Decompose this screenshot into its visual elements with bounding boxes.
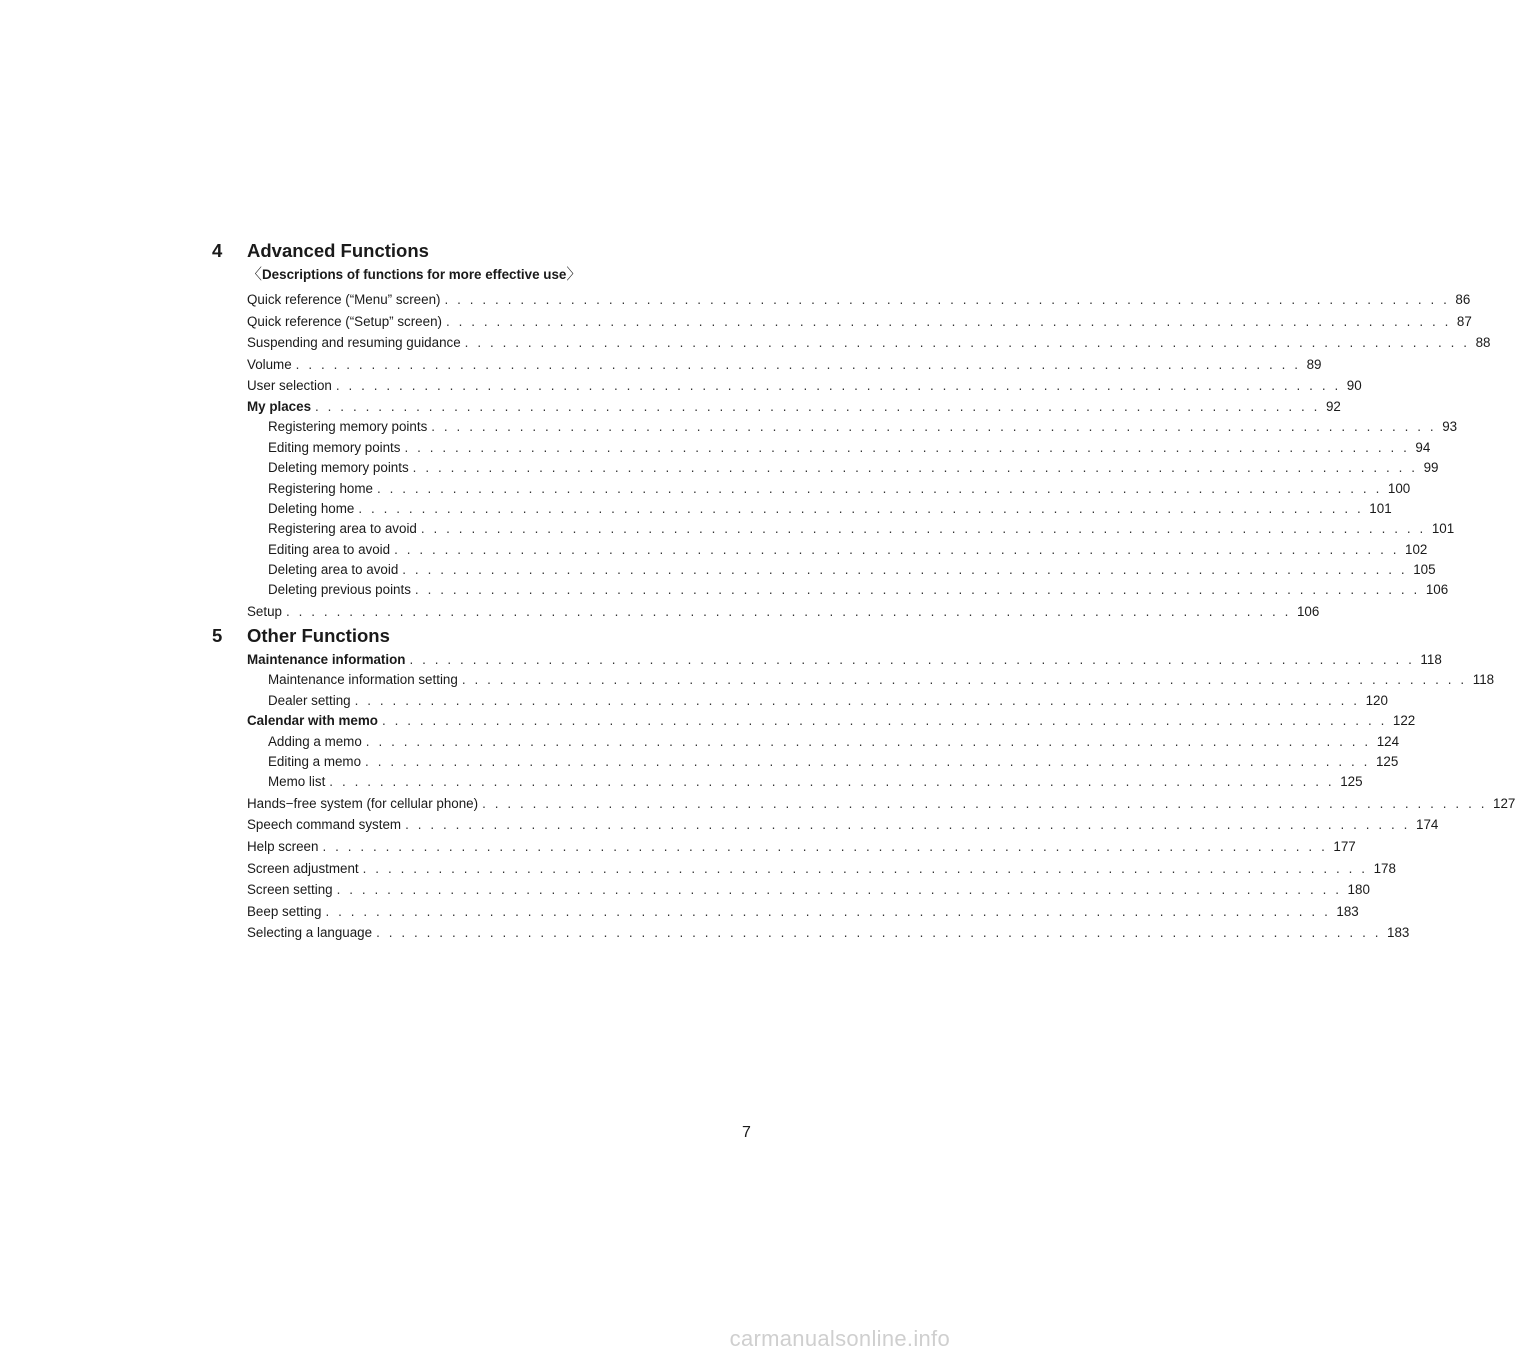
toc-leader-dots: . . . . . . . . . . . . . . . . . . . . . . . . . . . . . . . . . . . . . . . . . . . . . . . . . . . . . . . . . . . . . . . . . . . . . . . . . . . . . . . . [404, 439, 1410, 455]
toc-entry-label: Quick reference (“Menu” screen) [247, 292, 441, 307]
toc-leader-dots: . . . . . . . . . . . . . . . . . . . . . . . . . . . . . . . . . . . . . . . . . . . . . . . . . . . . . . . . . . . . . . . . . . . . . . . . . . . . . . . . [461, 672, 1467, 688]
toc-entry-label: Editing memory points [268, 439, 401, 455]
toc-entry-label: Memo list [268, 774, 326, 790]
toc-entry-page: 106 [1296, 603, 1320, 619]
toc-entry-label: Speech command system [247, 817, 402, 833]
toc-entry-label: User selection [247, 378, 332, 394]
toc-leader-dots: . . . . . . . . . . . . . . . . . . . . . . . . . . . . . . . . . . . . . . . . . . . . . . . . . . . . . . . . . . . . . . . . . . . . . . . . . . . . . . . . [376, 925, 1382, 941]
toc-entry-page: 86 [1455, 292, 1471, 307]
toc-entry-page: 180 [1347, 882, 1370, 898]
toc-leader-dots: . . . . . . . . . . . . . . . . . . . . . . . . . . . . . . . . . . . . . . . . . . . . . . . . . . . . . . . . . . . . . . . . . . . . . . . . . . . . . . . . [445, 313, 1451, 329]
toc-entry[interactable] [247, 540, 1428, 560]
toc-entry-page: 99 [1423, 460, 1439, 476]
toc-entry-label: Calendar with memo [247, 713, 378, 729]
toc-leader-dots: . . . . . . . . . . . . . . . . . . . . . . . . . . . . . . . . . . . . . . . . . . . . . . . . . . . . . . . . . . . . . . . . . . . . . . . . . . . . . . . . [335, 378, 1341, 394]
toc-entry[interactable] [247, 752, 1399, 772]
section-4-heading [212, 240, 429, 262]
toc-entry-page: 90 [1346, 378, 1362, 394]
toc-leader-dots: . . . . . . . . . . . . . . . . . . . . . . . . . . . . . . . . . . . . . . . . . . . . . . . . . . . . . . . . . . . . . . . . . . . . . . . . . . . . . . . . [414, 582, 1420, 598]
toc-entry-label: Registering memory points [268, 419, 428, 435]
toc-entry-label: Help screen [247, 838, 319, 854]
toc-leader-dots: . . . . . . . . . . . . . . . . . . . . . . . . . . . . . . . . . . . . . . . . . . . . . . . . . . . . . . . . . . . . . . . . . . . . . . . . . . . . . . . . [482, 795, 1488, 811]
toc-entry[interactable] [247, 519, 1455, 539]
toc-entry-page: 101 [1369, 500, 1392, 516]
toc-leader-dots: . . . . . . . . . . . . . . . . . . . . . . . . . . . . . . . . . . . . . . . . . . . . . . . . . . . . . . . . . . . . . . . . . . . . . . . . . . . . . . . . [405, 817, 1410, 833]
toc-entry[interactable] [247, 922, 1410, 944]
toc-entry-label: Adding a memo [268, 733, 362, 749]
toc-leader-dots: . . . . . . . . . . . . . . . . . . . . . . . . . . . . . . . . . . . . . . . . . . . . . . . . . . . . . . . . . . . . . . . . . . . . . . . . . . . . . . . . [286, 603, 1291, 619]
toc-entry[interactable] [247, 772, 1363, 792]
toc-entry-page: 89 [1306, 356, 1322, 372]
toc-leader-dots: . . . . . . . . . . . . . . . . . . . . . . . . . . . . . . . . . . . . . . . . . . . . . . . . . . . . . . . . . . . . . . . . . . . . . . . . . . . . . . . . [336, 882, 1342, 898]
toc-entry[interactable] [247, 580, 1449, 600]
toc-entry-page: 118 [1472, 672, 1495, 688]
toc-entry-label: Selecting a language [247, 925, 373, 941]
toc-entry-label: Editing a memo [268, 753, 362, 769]
section-5-heading [212, 625, 390, 647]
toc-entry-label: Registering home [268, 480, 373, 496]
toc-entry[interactable] [247, 560, 1436, 580]
toc-entry[interactable] [247, 793, 1515, 815]
toc-entry-page: 106 [1425, 582, 1449, 598]
toc-entry-label: Screen adjustment [247, 860, 359, 876]
toc-leader-dots: . . . . . . . . . . . . . . . . . . . . . . . . . . . . . . . . . . . . . . . . . . . . . . . . . . . . . . . . . . . . . . . . . . . . . . . . . . . . . . . . [295, 356, 1301, 372]
toc-entry[interactable] [247, 691, 1388, 711]
toc-entry-page: 93 [1442, 419, 1458, 435]
toc-entry[interactable] [247, 814, 1439, 836]
toc-leader-dots: . . . . . . . . . . . . . . . . . . . . . . . . . . . . . . . . . . . . . . . . . . . . . . . . . . . . . . . . . . . . . . . . . . . . . . . . . . . . . . . . [358, 500, 1364, 516]
toc-entry-page: 178 [1373, 860, 1396, 876]
toc-leader-dots: . . . . . . . . . . . . . . . . . . . . . . . . . . . . . . . . . . . . . . . . . . . . . . . . . . . . . . . . . . . . . . . . . . . . . . . . . . . . . . . . [402, 562, 1408, 578]
toc-leader-dots: . . . . . . . . . . . . . . . . . . . . . . . . . . . . . . . . . . . . . . . . . . . . . . . . . . . . . . . . . . . . . . . . . . . . . . . . . . . . . . . . [365, 753, 1370, 769]
toc-entry[interactable] [247, 397, 1341, 417]
toc-entry-label: Beep setting [247, 903, 322, 919]
toc-leader-dots: . . . . . . . . . . . . . . . . . . . . . . . . . . . . . . . . . . . . . . . . . . . . . . . . . . . . . . . . . . . . . . . . . . . . . . . . . . . . . . . . [354, 692, 1360, 708]
toc-entry-page: 177 [1333, 838, 1356, 854]
toc-entry[interactable] [247, 289, 1471, 311]
toc-entry-page: 88 [1475, 335, 1491, 351]
section-5-number: 5 [212, 625, 223, 646]
page-number: 7 [742, 1124, 751, 1141]
toc-entry-page: 94 [1415, 439, 1431, 455]
toc-entry-label: Deleting home [268, 500, 355, 516]
toc-entry[interactable] [247, 438, 1431, 458]
toc-entry[interactable] [247, 479, 1411, 499]
toc-entry[interactable] [247, 650, 1442, 670]
toc-leader-dots: . . . . . . . . . . . . . . . . . . . . . . . . . . . . . . . . . . . . . . . . . . . . . . . . . . . . . . . . . . . . . . . . . . . . . . . . . . . . . . . . [409, 652, 1415, 667]
toc-entry[interactable] [247, 836, 1356, 858]
toc-leader-dots: . . . . . . . . . . . . . . . . . . . . . . . . . . . . . . . . . . . . . . . . . . . . . . . . . . . . . . . . . . . . . . . . . . . . . . . . . . . . . . . . [412, 460, 1418, 476]
section-5-title: Other Functions [247, 625, 390, 646]
toc-entry-page: 105 [1413, 562, 1436, 578]
toc-leader-dots: . . . . . . . . . . . . . . . . . . . . . . . . . . . . . . . . . . . . . . . . . . . . . . . . . . . . . . . . . . . . . . . . . . . . . . . . . . . . . . . . [365, 733, 1371, 749]
toc-entry-label: Editing area to avoid [268, 541, 391, 557]
toc-entry[interactable] [247, 601, 1320, 623]
toc-entry-label: Registering area to avoid [268, 521, 417, 537]
toc-entry-label: Suspending and resuming guidance [247, 335, 461, 351]
toc-leader-dots: . . . . . . . . . . . . . . . . . . . . . . . . . . . . . . . . . . . . . . . . . . . . . . . . . . . . . . . . . . . . . . . . . . . . . . . . . . . . . . . . [431, 419, 1437, 435]
subtitle-text: Descriptions of functions for more effective use [262, 267, 567, 282]
toc-entry[interactable] [247, 711, 1416, 731]
toc-entry[interactable] [247, 332, 1491, 354]
toc-leader-dots: . . . . . . . . . . . . . . . . . . . . . . . . . . . . . . . . . . . . . . . . . . . . . . . . . . . . . . . . . . . . . . . . . . . . . . . . . . . . . . . . [315, 398, 1320, 414]
toc-leader-dots: . . . . . . . . . . . . . . . . . . . . . . . . . . . . . . . . . . . . . . . . . . . . . . . . . . . . . . . . . . . . . . . . . . . . . . . . . . . . . . . . [362, 860, 1368, 876]
toc-entry-label: Deleting previous points [268, 582, 411, 598]
toc-entry[interactable] [247, 732, 1400, 752]
toc-entry-page: 102 [1405, 541, 1428, 557]
toc-entry-label: Deleting memory points [268, 460, 409, 476]
section-4-title: Advanced Functions [247, 240, 429, 261]
toc-entry-label: Dealer setting [268, 692, 351, 708]
toc-leader-dots: . . . . . . . . . . . . . . . . . . . . . . . . . . . . . . . . . . . . . . . . . . . . . . . . . . . . . . . . . . . . . . . . . . . . . . . . . . . . . . . . [394, 541, 1400, 557]
toc-entry[interactable] [247, 417, 1458, 437]
toc-entry[interactable] [247, 458, 1439, 478]
toc-entry-page: 183 [1336, 903, 1359, 919]
toc-entry-label: Volume [247, 356, 292, 372]
toc-entry[interactable] [247, 901, 1359, 923]
section-4-subtitle [247, 263, 581, 284]
toc-entry-page: 122 [1392, 713, 1416, 729]
toc-entry-page: 124 [1376, 733, 1400, 749]
toc-entry[interactable] [247, 858, 1396, 880]
toc-leader-dots: . . . . . . . . . . . . . . . . . . . . . . . . . . . . . . . . . . . . . . . . . . . . . . . . . . . . . . . . . . . . . . . . . . . . . . . . . . . . . . . . [376, 480, 1382, 496]
toc-entry-label: Quick reference (“Setup” screen) [247, 313, 442, 329]
toc-entry-page: 183 [1387, 925, 1410, 941]
toc-entry-page: 100 [1387, 480, 1411, 496]
toc-entry[interactable] [247, 879, 1370, 901]
toc-entry[interactable] [247, 670, 1495, 690]
toc-entry-label: Setup [247, 603, 282, 619]
toc-entry-page: 120 [1365, 692, 1388, 708]
toc-leader-dots: . . . . . . . . . . . . . . . . . . . . . . . . . . . . . . . . . . . . . . . . . . . . . . . . . . . . . . . . . . . . . . . . . . . . . . . . . . . . . . . . [329, 774, 1335, 790]
toc-entry-label: Maintenance information setting [268, 672, 458, 688]
toc-entry-label: Screen setting [247, 882, 333, 898]
toc-entry-page: 125 [1340, 774, 1363, 790]
toc-leader-dots: . . . . . . . . . . . . . . . . . . . . . . . . . . . . . . . . . . . . . . . . . . . . . . . . . . . . . . . . . . . . . . . . . . . . . . . . . . . . . . . . [420, 521, 1426, 537]
toc-leader-dots: . . . . . . . . . . . . . . . . . . . . . . . . . . . . . . . . . . . . . . . . . . . . . . . . . . . . . . . . . . . . . . . . . . . . . . . . . . . . . . . . [325, 903, 1331, 919]
toc-entry-page: 118 [1420, 652, 1442, 667]
toc-entry-page: 101 [1431, 521, 1455, 537]
toc-leader-dots: . . . . . . . . . . . . . . . . . . . . . . . . . . . . . . . . . . . . . . . . . . . . . . . . . . . . . . . . . . . . . . . . . . . . . . . . . . . . . . . . [444, 292, 1450, 307]
toc-leader-dots: . . . . . . . . . . . . . . . . . . . . . . . . . . . . . . . . . . . . . . . . . . . . . . . . . . . . . . . . . . . . . . . . . . . . . . . . . . . . . . . . [381, 713, 1387, 729]
toc-leader-dots: . . . . . . . . . . . . . . . . . . . . . . . . . . . . . . . . . . . . . . . . . . . . . . . . . . . . . . . . . . . . . . . . . . . . . . . . . . . . . . . . [322, 838, 1328, 854]
section-4-number: 4 [212, 240, 223, 261]
toc-entry[interactable] [247, 311, 1472, 333]
toc-leader-dots: . . . . . . . . . . . . . . . . . . . . . . . . . . . . . . . . . . . . . . . . . . . . . . . . . . . . . . . . . . . . . . . . . . . . . . . . . . . . . . . . [464, 335, 1470, 351]
toc-entry-page: 127 [1493, 795, 1515, 811]
watermark: carmanualsonline.info [729, 1326, 950, 1351]
toc-entry-page: 174 [1416, 817, 1439, 833]
subtitle-open-bracket: 〈 [247, 266, 263, 283]
toc-entry-label: Hands−free system (for cellular phone) [247, 795, 479, 811]
toc-entry[interactable] [247, 499, 1392, 519]
toc-entry-label: My places [247, 398, 312, 414]
section-5-toc [247, 650, 1515, 944]
section-4-toc [247, 289, 1491, 622]
toc-entry-page: 92 [1325, 398, 1341, 414]
toc-entry-page: 87 [1456, 313, 1472, 329]
toc-entry-label: Deleting area to avoid [268, 562, 399, 578]
toc-entry-label: Maintenance information [247, 652, 406, 667]
toc-entry-page: 125 [1375, 753, 1399, 769]
toc-entry[interactable] [247, 354, 1322, 376]
toc-entry[interactable] [247, 375, 1362, 397]
subtitle-close-bracket: 〉 [566, 266, 582, 283]
